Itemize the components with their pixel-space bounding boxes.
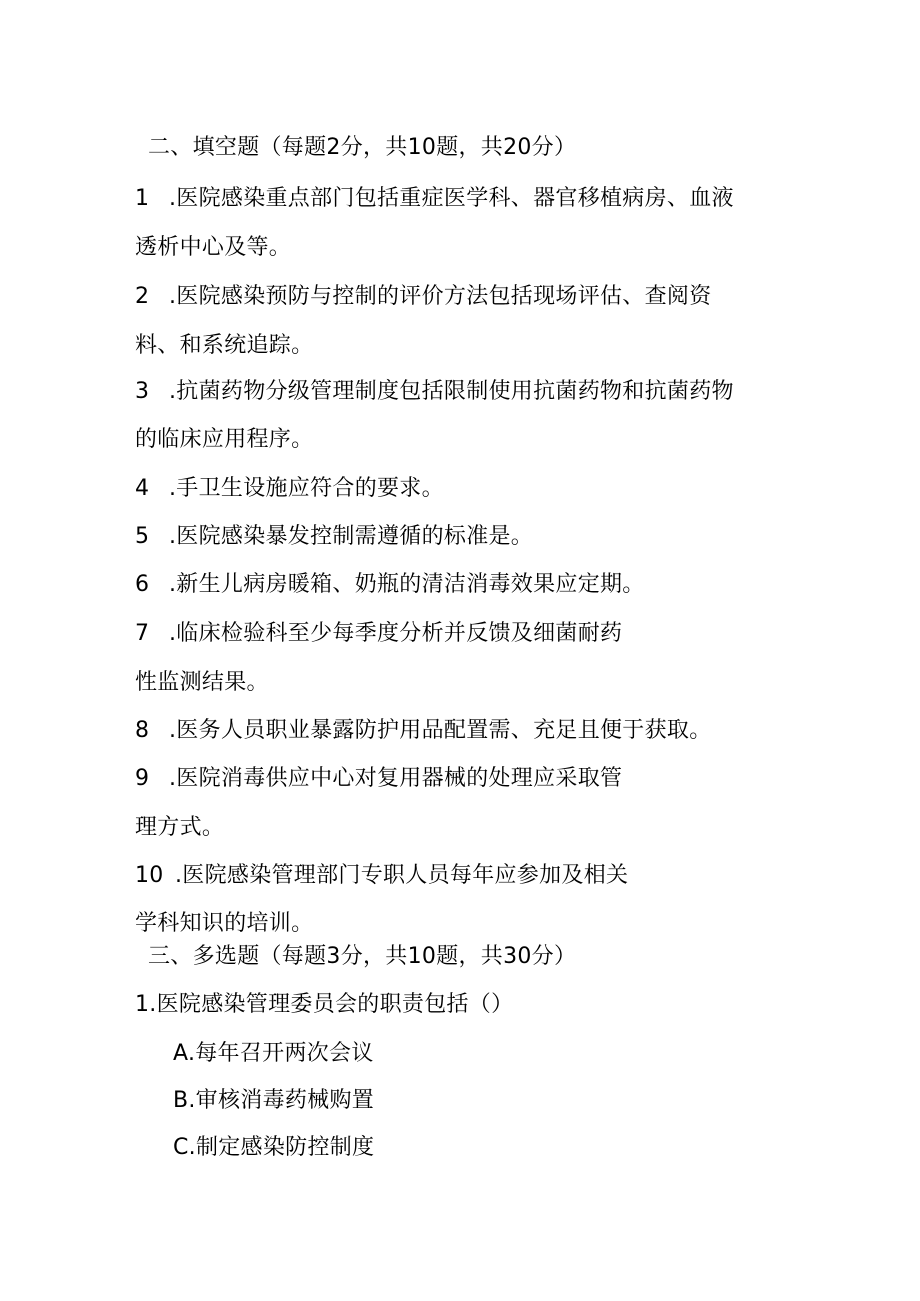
q3-line1: 3 .抗菌药物分级管理制度包括限制使用抗菌药物和抗菌药物 [135, 379, 734, 404]
q6-line: 6 .新生儿病房暖箱、奶瓶的清洁消毒效果应定期。 [135, 572, 645, 597]
section3-heading: 三、多选题（每题3分，共10题，共30分） [148, 944, 577, 969]
q9-line1: 9 .医院消毒供应中心对复用器械的处理应采取管 [135, 766, 623, 791]
mc-q1-option-b: B.审核消毒药械购置 [173, 1088, 375, 1113]
q10-line2: 学科知识的培训。 [135, 911, 314, 936]
q4-line: 4 .手卫生设施应符合的要求。 [135, 476, 444, 501]
q1-line2: 透析中心及等。 [135, 235, 292, 260]
q9-line2: 理方式。 [135, 815, 225, 840]
q7-line1: 7 .临床检验科至少每季度分析并反馈及细菌耐药 [135, 621, 623, 646]
section2-heading: 二、填空题（每题2分，共10题，共20分） [148, 135, 577, 160]
q7-line2: 性监测结果。 [135, 670, 269, 695]
q10-line1: 10 .医院感染管理部门专职人员每年应参加及相关 [135, 863, 629, 888]
q2-line2: 料、和系统追踪。 [135, 333, 314, 358]
mc-q1-option-a: A.每年召开两次会议 [173, 1041, 374, 1066]
q5-line: 5 .医院感染暴发控制需遵循的标准是。 [135, 524, 534, 549]
q8-line: 8 .医务人员职业暴露防护用品配置需、充足且便于获取。 [135, 718, 712, 743]
q3-line2: 的临床应用程序。 [135, 427, 314, 452]
mc-q1-option-c: C.制定感染防控制度 [173, 1135, 375, 1160]
q1-line1: 1 .医院感染重点部门包括重症医学科、器官移植病房、血液 [135, 186, 734, 211]
q2-line1: 2 .医院感染预防与控制的评价方法包括现场评估、查阅资 [135, 284, 712, 309]
mc-q1-stem: 1.医院感染管理委员会的职责包括（） [135, 992, 514, 1017]
